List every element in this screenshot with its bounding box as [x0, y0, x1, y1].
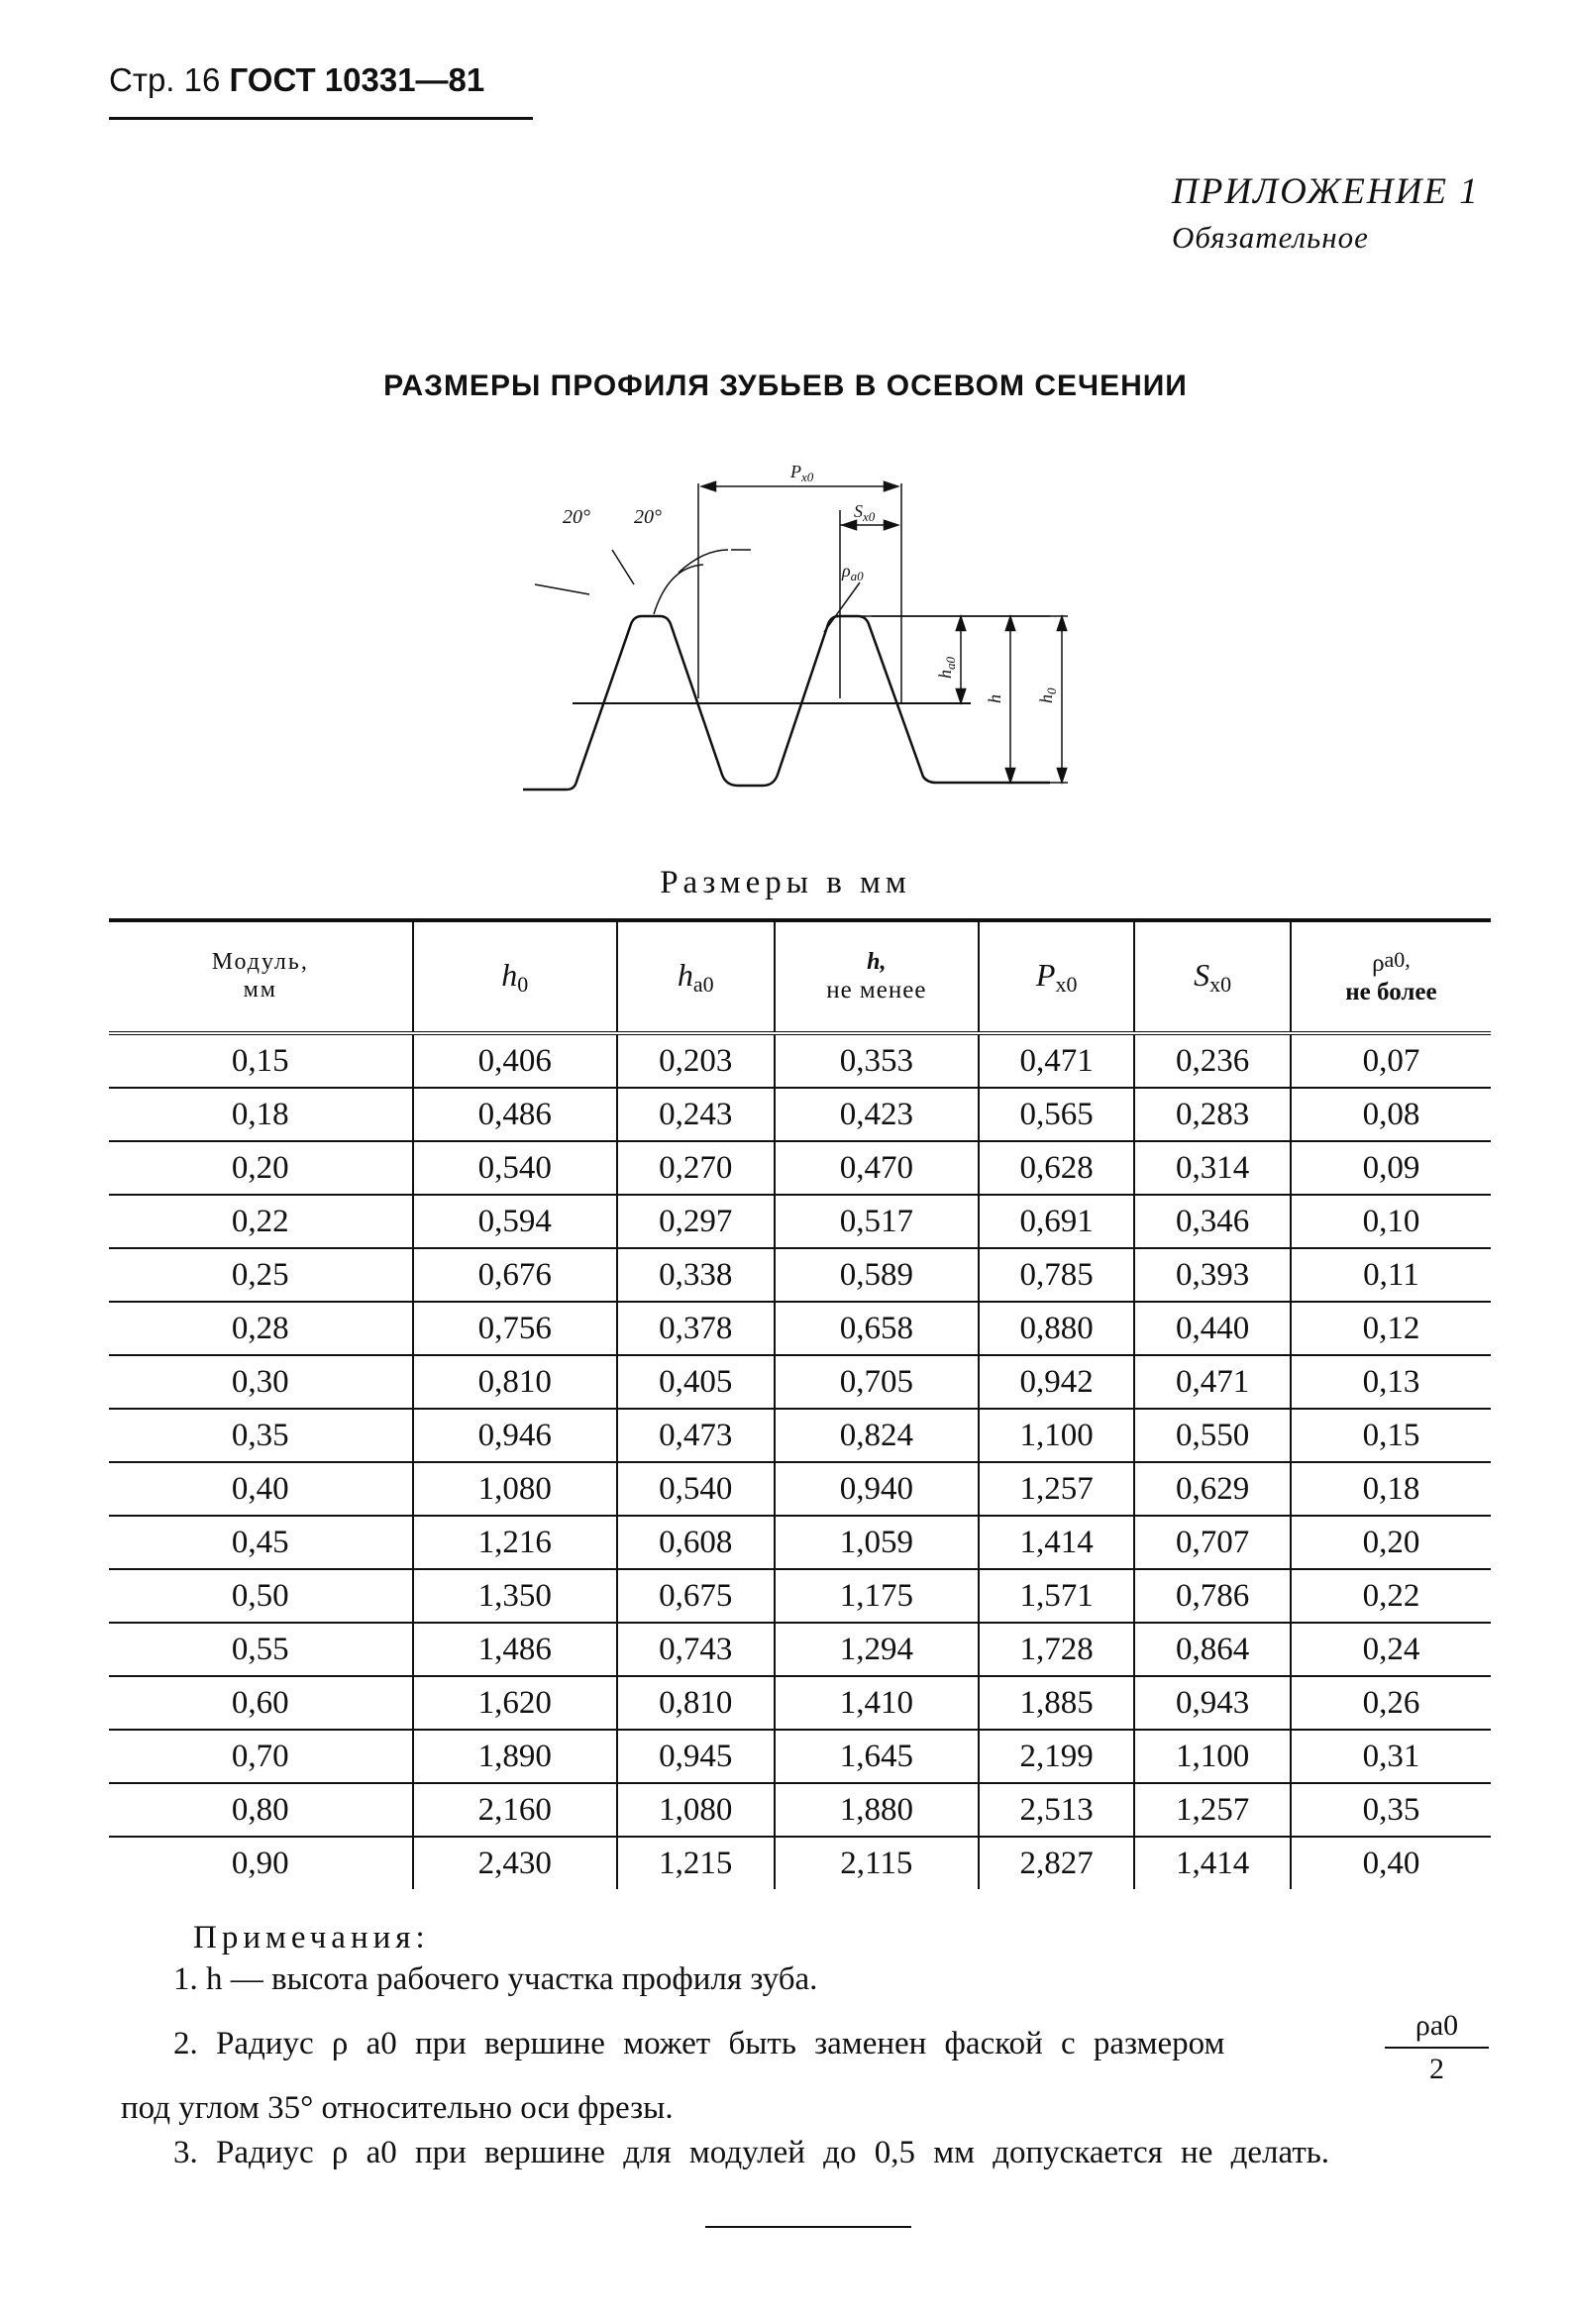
table-cell: 0,12 [1291, 1302, 1491, 1355]
table-cell: 1,294 [775, 1623, 979, 1676]
table-cell: 1,885 [979, 1676, 1134, 1730]
table-cell: 1,257 [979, 1462, 1134, 1516]
table-cell: 1,728 [979, 1623, 1134, 1676]
table-cell: 0,940 [775, 1462, 979, 1516]
table-cell: 0,30 [109, 1355, 413, 1409]
table-cell: 0,393 [1134, 1248, 1290, 1302]
table-row [109, 1248, 1491, 1302]
table-cell: 1,216 [413, 1516, 617, 1569]
table-cell: 0,486 [413, 1088, 617, 1141]
page-number: Стр. 16 [109, 61, 221, 98]
table-cell: 0,629 [1134, 1462, 1290, 1516]
header-rule [109, 117, 533, 120]
table-cell: 0,26 [1291, 1676, 1491, 1730]
table-cell: 1,620 [413, 1676, 617, 1730]
table-cell: 0,80 [109, 1783, 413, 1837]
end-rule [705, 2226, 911, 2228]
table-cell: 1,100 [1134, 1730, 1290, 1783]
header-h: h, не менее [775, 920, 979, 1033]
table-cell: 0,880 [979, 1302, 1134, 1355]
addendum-label: $h_{a0}$ [935, 657, 958, 679]
angle-left-label: 20° [563, 506, 590, 528]
table-row [109, 1195, 1491, 1248]
header-sx0: Sx0 [1134, 920, 1290, 1033]
fraction-numerator: ρа0 [1385, 2009, 1489, 2049]
table-cell: 0,70 [109, 1730, 413, 1783]
table-cell: 0,07 [1291, 1033, 1491, 1088]
table-cell: 0,378 [617, 1302, 775, 1355]
table-cell: 0,540 [413, 1141, 617, 1195]
standard-number: ГОСТ 10331—81 [229, 61, 485, 98]
table-cell: 0,15 [1291, 1409, 1491, 1462]
table-row [109, 1355, 1491, 1409]
table-cell: 1,080 [617, 1783, 775, 1837]
table-cell: 0,40 [1291, 1837, 1491, 1889]
tooth-profile-diagram [495, 456, 1109, 812]
note-2-fraction [1385, 2009, 1489, 2086]
note-2: 2. Радиус ρ а0 при вершине может быть заменен фаской с размером [173, 2026, 1225, 2061]
pitch-label: $P_{x0}$ [790, 462, 814, 484]
table-row [109, 1569, 1491, 1623]
table-header-row [109, 920, 1491, 1033]
table-cell: 1,350 [413, 1569, 617, 1623]
table-cell: 2,430 [413, 1837, 617, 1889]
table-cell: 0,471 [979, 1033, 1134, 1088]
working-height-label: h [985, 694, 1004, 703]
table-cell: 0,705 [775, 1355, 979, 1409]
header-ha0: ha0 [617, 920, 775, 1033]
table-cell: 1,414 [979, 1516, 1134, 1569]
table-cell: 0,864 [1134, 1623, 1290, 1676]
table-cell: 1,890 [413, 1730, 617, 1783]
table-row [109, 1676, 1491, 1730]
table-row [109, 1462, 1491, 1516]
table-cell: 0,540 [617, 1462, 775, 1516]
table-cell: 0,18 [1291, 1462, 1491, 1516]
table-cell: 0,691 [979, 1195, 1134, 1248]
table-row [109, 1623, 1491, 1676]
table-cell: 1,175 [775, 1569, 979, 1623]
table-cell: 0,589 [775, 1248, 979, 1302]
table-cell: 0,10 [1291, 1195, 1491, 1248]
table-cell: 0,945 [617, 1730, 775, 1783]
appendix-title: ПРИЛОЖЕНИЕ 1 [1172, 171, 1480, 212]
table-cell: 0,11 [1291, 1248, 1491, 1302]
table-cell: 1,571 [979, 1569, 1134, 1623]
table-cell: 0,40 [109, 1462, 413, 1516]
table-row [109, 1141, 1491, 1195]
table-cell: 0,608 [617, 1516, 775, 1569]
table-cell: 0,565 [979, 1088, 1134, 1141]
table-cell: 0,943 [1134, 1676, 1290, 1730]
table-cell: 0,743 [617, 1623, 775, 1676]
table-cell: 1,059 [775, 1516, 979, 1569]
table-cell: 0,20 [109, 1141, 413, 1195]
table-row [109, 1783, 1491, 1837]
dimensions-caption: Размеры в мм [660, 865, 911, 900]
table-cell: 1,257 [1134, 1783, 1290, 1837]
table-cell: 0,22 [1291, 1569, 1491, 1623]
table-cell: 0,08 [1291, 1088, 1491, 1141]
table-cell: 0,22 [109, 1195, 413, 1248]
note-3: 3. Радиус ρ а0 при вершине для модулей до 0,5 мм допускается не делать. [173, 2135, 1330, 2170]
table-cell: 0,203 [617, 1033, 775, 1088]
table-cell: 0,283 [1134, 1088, 1290, 1141]
table-cell: 0,594 [413, 1195, 617, 1248]
table-cell: 0,35 [1291, 1783, 1491, 1837]
table-cell: 0,676 [413, 1248, 617, 1302]
table-cell: 0,18 [109, 1088, 413, 1141]
note-2-continuation: под углом 35° относительно оси фрезы. [121, 2090, 674, 2126]
table-row [109, 1033, 1491, 1088]
table-cell: 0,946 [413, 1409, 617, 1462]
table-cell: 0,45 [109, 1516, 413, 1569]
table-cell: 0,942 [979, 1355, 1134, 1409]
table-cell: 0,15 [109, 1033, 413, 1088]
table-cell: 0,785 [979, 1248, 1134, 1302]
page-header [109, 61, 535, 113]
table-cell: 1,080 [413, 1462, 617, 1516]
table-cell: 0,270 [617, 1141, 775, 1195]
table-row [109, 1409, 1491, 1462]
table-cell: 2,199 [979, 1730, 1134, 1783]
table-cell: 0,55 [109, 1623, 413, 1676]
fraction-denominator: 2 [1429, 2053, 1444, 2085]
table-cell: 0,297 [617, 1195, 775, 1248]
header-module: Модуль, мм [109, 920, 413, 1033]
table-cell: 0,517 [775, 1195, 979, 1248]
table-cell: 0,243 [617, 1088, 775, 1141]
table-cell: 0,31 [1291, 1730, 1491, 1783]
table-row [109, 1302, 1491, 1355]
table-cell: 0,50 [109, 1569, 413, 1623]
table-cell: 0,470 [775, 1141, 979, 1195]
table-cell: 0,25 [109, 1248, 413, 1302]
table-cell: 0,353 [775, 1033, 979, 1088]
table-cell: 2,160 [413, 1783, 617, 1837]
table-cell: 2,513 [979, 1783, 1134, 1837]
table-cell: 0,13 [1291, 1355, 1491, 1409]
thickness-label: $S_{x0}$ [854, 501, 876, 524]
total-height-label: $h_0$ [1036, 687, 1059, 703]
table-row [109, 1088, 1491, 1141]
table-cell: 0,675 [617, 1569, 775, 1623]
table-cell: 1,414 [1134, 1837, 1290, 1889]
note-1: 1. h — высота рабочего участка профиля зуба. [173, 1961, 818, 1997]
radius-label: $\rho_{a0}$ [842, 561, 864, 583]
document-title: РАЗМЕРЫ ПРОФИЛЯ ЗУБЬЕВ В ОСЕВОМ СЕЧЕНИИ [383, 370, 1188, 402]
table-cell: 0,810 [413, 1355, 617, 1409]
table-cell: 0,24 [1291, 1623, 1491, 1676]
table-cell: 0,471 [1134, 1355, 1290, 1409]
table-cell: 0,338 [617, 1248, 775, 1302]
table-cell: 0,550 [1134, 1409, 1290, 1462]
table-cell: 0,406 [413, 1033, 617, 1088]
header-px0: Px0 [979, 920, 1134, 1033]
profile-dimensions-table [109, 918, 1491, 1889]
table-cell: 0,824 [775, 1409, 979, 1462]
table-cell: 0,236 [1134, 1033, 1290, 1088]
table-cell: 0,405 [617, 1355, 775, 1409]
table-cell: 0,314 [1134, 1141, 1290, 1195]
table-cell: 0,628 [979, 1141, 1134, 1195]
table-cell: 1,645 [775, 1730, 979, 1783]
table-cell: 0,810 [617, 1676, 775, 1730]
table-cell: 1,215 [617, 1837, 775, 1889]
table-cell: 1,410 [775, 1676, 979, 1730]
table-cell: 0,756 [413, 1302, 617, 1355]
table-cell: 0,90 [231, 1845, 289, 1881]
table-cell: 0,35 [109, 1409, 413, 1462]
table-cell: 0,440 [1134, 1302, 1290, 1355]
table-row [109, 1837, 1491, 1889]
table-cell: 0,707 [1134, 1516, 1290, 1569]
table-cell: 2,827 [979, 1837, 1134, 1889]
table-cell: 0,786 [1134, 1569, 1290, 1623]
table-cell: 0,09 [1291, 1141, 1491, 1195]
header-rho: ρa0, не более [1291, 920, 1491, 1033]
table-cell: 0,28 [109, 1302, 413, 1355]
table-cell: 1,486 [413, 1623, 617, 1676]
appendix-subtitle: Обязательное [1172, 220, 1369, 255]
table-cell: 0,473 [617, 1409, 775, 1462]
table-cell: 1,100 [979, 1409, 1134, 1462]
table-cell: 0,60 [109, 1676, 413, 1730]
table-cell: 0,423 [775, 1088, 979, 1141]
angle-right-label: 20° [634, 506, 662, 528]
notes-title: Примечания: [193, 1920, 430, 1955]
header-h0: h0 [413, 920, 617, 1033]
table-cell: 0,346 [1134, 1195, 1290, 1248]
table-cell: 2,115 [775, 1837, 979, 1889]
table-cell: 0,658 [775, 1302, 979, 1355]
table-cell: 0,20 [1291, 1516, 1491, 1569]
table-cell: 1,880 [775, 1783, 979, 1837]
table-row [109, 1730, 1491, 1783]
table-row [109, 1516, 1491, 1569]
